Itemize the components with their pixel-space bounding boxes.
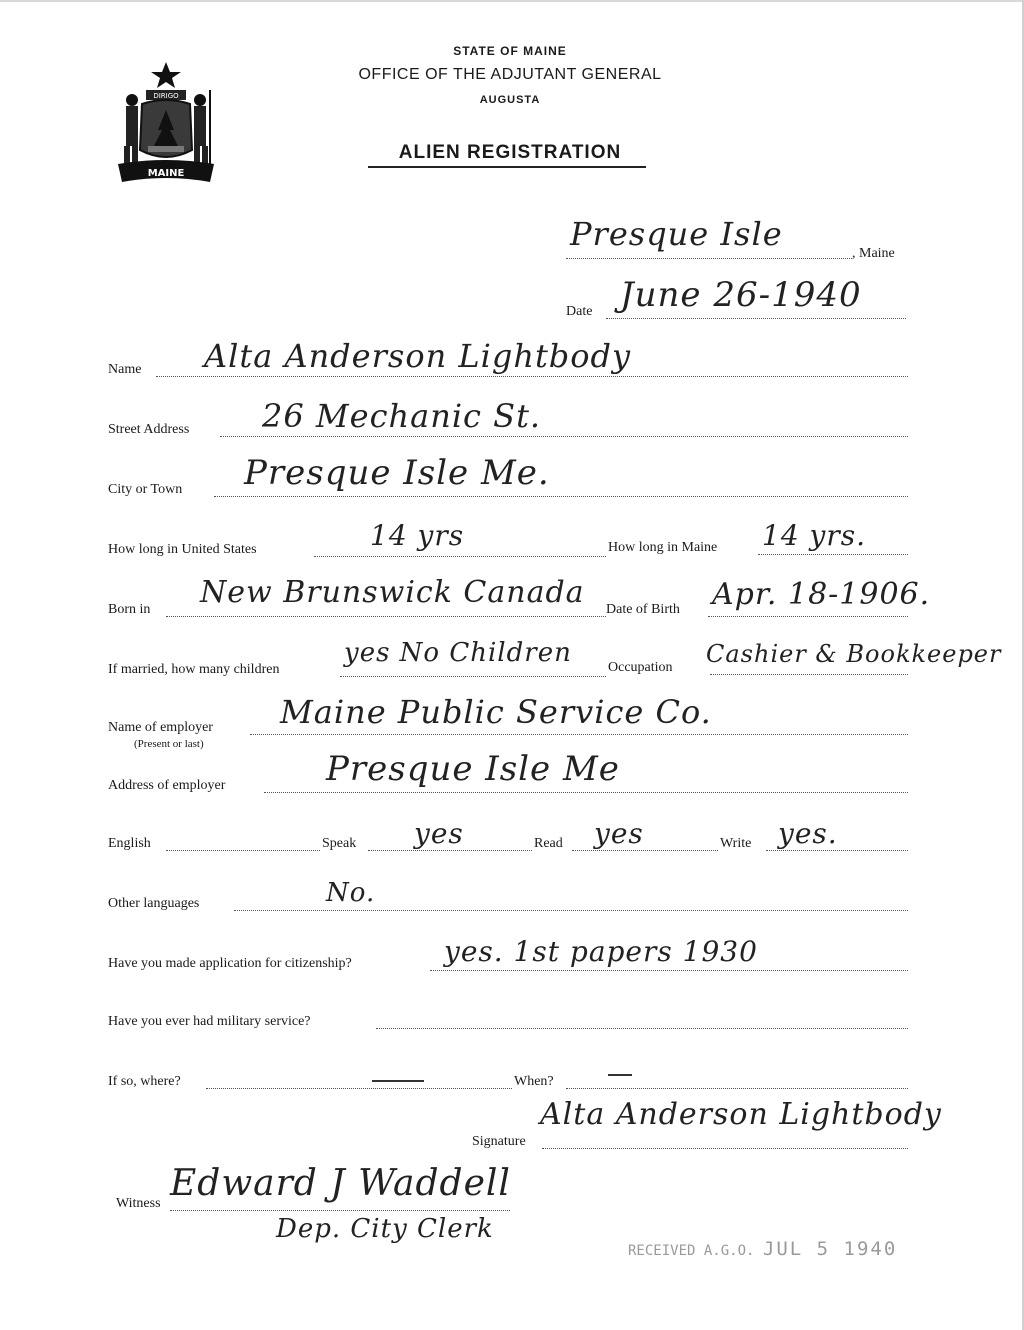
dob-label: Date of Birth [606, 602, 680, 617]
occupation-value: Cashier & Bookkeeper [706, 640, 1002, 668]
born-in-dots [166, 616, 606, 617]
speak-label: Speak [322, 836, 357, 851]
when-dots [566, 1088, 908, 1089]
dob-dots [708, 616, 908, 617]
town-value: Presque Isle [570, 215, 783, 253]
other-languages-label: Other languages [108, 896, 200, 911]
employer-note-label: (Present or last) [134, 738, 204, 750]
town-dots [566, 258, 852, 259]
employer-address-label: Address of employer [108, 778, 226, 793]
city-value: Presque Isle Me. [244, 453, 550, 493]
witness-title-value: Dep. City Clerk [276, 1214, 494, 1244]
military-label: Have you ever had military service? [108, 1014, 311, 1029]
name-dots [156, 376, 908, 377]
how-long-us-dots [314, 556, 606, 557]
where-label: If so, where? [108, 1074, 181, 1089]
witness-name-value: Edward J Waddell [170, 1163, 511, 1204]
occupation-dots [710, 674, 908, 675]
witness-label: Witness [116, 1196, 161, 1211]
how-long-us-value: 14 yrs [370, 519, 465, 552]
born-in-value: New Brunswick Canada [200, 575, 585, 610]
read-label: Read [534, 836, 563, 851]
read-dots [572, 850, 718, 851]
received-stamp [628, 1238, 897, 1260]
header-city: AUGUSTA [479, 94, 541, 106]
signature-value: Alta Anderson Lightbody [540, 1097, 942, 1132]
date-value: June 26-1940 [620, 275, 862, 315]
citizenship-value: yes. 1st papers 1930 [444, 935, 758, 968]
name-label: Name [108, 362, 142, 377]
write-value: yes. [778, 817, 838, 850]
how-long-maine-label: How long in Maine [608, 540, 718, 555]
town-suffix-label: , Maine [852, 246, 895, 261]
header-state: STATE OF MAINE [453, 44, 567, 58]
street-value: 26 Mechanic St. [262, 397, 542, 435]
read-value: yes [594, 817, 644, 850]
occupation-label: Occupation [608, 660, 673, 675]
stamp-prefix: RECEIVED A.G.O. [628, 1243, 755, 1259]
svg-text:DIRIGO: DIRIGO [153, 92, 179, 100]
citizenship-label: Have you made application for citizenship? [108, 956, 352, 971]
speak-value: yes [414, 817, 464, 850]
how-long-maine-dots [758, 554, 908, 555]
witness-dots [170, 1210, 510, 1211]
children-dots [340, 676, 606, 677]
date-dots [606, 318, 906, 319]
stamp-date: JUL 5 1940 [762, 1238, 898, 1260]
employer-value: Maine Public Service Co. [280, 693, 712, 731]
other-languages-dots [234, 910, 908, 911]
state-seal-icon [112, 60, 220, 188]
name-value: Alta Anderson Lightbody [204, 337, 632, 375]
english-dots [166, 850, 320, 851]
military-dots [376, 1028, 908, 1029]
write-dots [766, 850, 908, 851]
born-in-label: Born in [108, 602, 151, 617]
citizenship-dots [430, 970, 908, 971]
title-underline [368, 166, 646, 168]
write-label: Write [720, 836, 752, 851]
form-title: ALIEN REGISTRATION [398, 142, 622, 163]
children-label: If married, how many children [108, 662, 280, 677]
street-dots [220, 436, 908, 437]
speak-dots [368, 850, 532, 851]
where-dots [206, 1088, 512, 1089]
date-label: Date [566, 304, 593, 319]
when-label: When? [514, 1074, 554, 1089]
employer-label: Name of employer [108, 720, 213, 735]
street-label: Street Address [108, 422, 190, 437]
dob-value: Apr. 18-1906. [712, 577, 931, 612]
english-label: English [108, 836, 151, 851]
svg-text:MAINE: MAINE [147, 168, 185, 179]
employer-address-value: Presque Isle Me [326, 749, 620, 789]
other-languages-value: No. [326, 878, 376, 908]
city-label: City or Town [108, 482, 183, 497]
scan-edge-top [0, 0, 1024, 2]
signature-label: Signature [472, 1134, 526, 1149]
how-long-us-label: How long in United States [108, 542, 257, 557]
header-office: OFFICE OF THE ADJUTANT GENERAL [358, 66, 662, 83]
how-long-maine-value: 14 yrs. [762, 519, 867, 552]
signature-dots [542, 1148, 908, 1149]
employer-address-dots [264, 792, 908, 793]
city-dots [214, 496, 908, 497]
employer-dots [250, 734, 908, 735]
where-dash [372, 1080, 424, 1082]
when-dash [608, 1074, 632, 1076]
children-value: yes No Children [344, 638, 572, 668]
